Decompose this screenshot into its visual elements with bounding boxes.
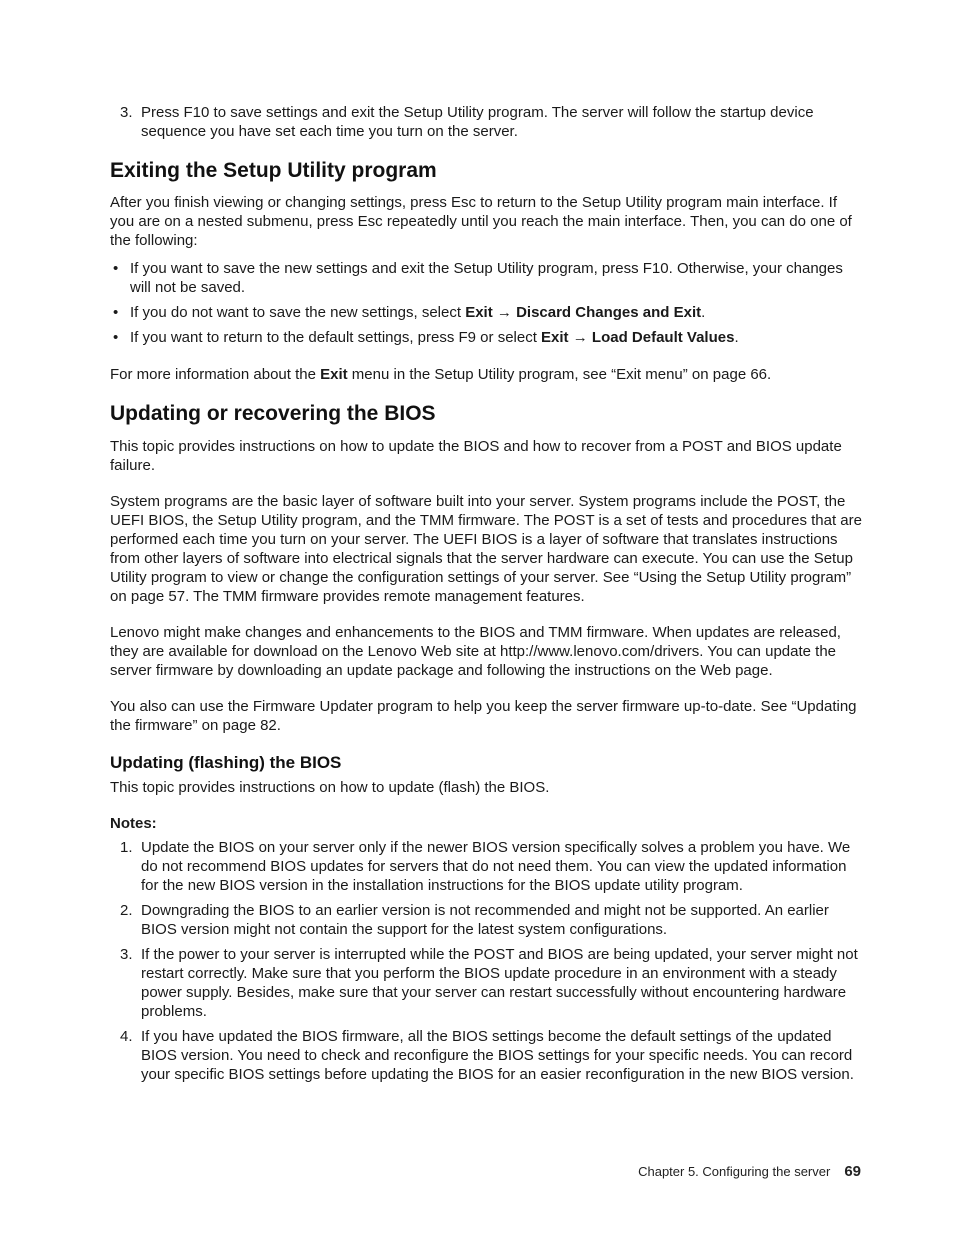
- list-item: [110, 103, 864, 141]
- list-item: [110, 259, 864, 297]
- note-text: Downgrading the BIOS to an earlier version is not recommended and might not be supported. An earlier BIOS version might not contain the support for the latest system configurations.: [141, 902, 829, 938]
- bullet-text-pre: If you do not want to save the new settings, select: [130, 304, 466, 321]
- note-text: Update the BIOS on your server only if the newer BIOS version specifically solves a problem you have. We do not recommend BIOS updates for servers that do not need them. You can view the updated information for the new BIOS version in the installation instructions for the BIOS update utility program.: [141, 839, 851, 894]
- flashing-heading: Updating (flashing) the BIOS: [110, 753, 342, 772]
- arrow-right-icon: →: [572, 329, 588, 346]
- notes-heading: Notes:: [110, 815, 157, 832]
- bullet: •: [113, 304, 119, 321]
- page-footer: [638, 1163, 861, 1180]
- bullet-text-pre: If you want to return to the default settings, press F9 or select: [130, 329, 542, 346]
- list-item: [110, 945, 864, 1021]
- step-number: 3.: [120, 104, 133, 121]
- note-text: If you have updated the BIOS firmware, all the BIOS settings become the default settings of the updated BIOS version. You need to check and reconfigure the BIOS settings for your specific needs. You can record your specific BIOS settings before updating the BIOS for an easier reconfiguration in the new BIOS version.: [141, 1028, 854, 1083]
- step-list: [110, 103, 864, 141]
- menu-load-defaults: Load Default Values: [591, 329, 735, 346]
- list-item: [110, 838, 864, 895]
- list-item: [110, 1027, 864, 1084]
- note-number: 2.: [120, 902, 133, 919]
- note-text: If the power to your server is interrupted while the POST and BIOS are being updated, your server might not restart correctly. Make sure that you perform the BIOS update procedure in an environment with a steady power supply. Besides, make sure that your server can restart successfully without encountering hardware problems.: [141, 946, 858, 1020]
- list-item: [110, 303, 864, 322]
- list-item: [110, 328, 864, 347]
- updating-p1: This topic provides instructions on how to update the BIOS and how to recover from a POST and BIOS update failure.: [110, 438, 842, 474]
- page-number: 69: [844, 1163, 861, 1180]
- arrow-right-icon: →: [496, 304, 512, 321]
- note-number: 3.: [120, 946, 133, 963]
- menu-exit: Exit: [541, 329, 569, 346]
- bullet-text: If you want to save the new settings and exit the Setup Utility program, press F10. Otherwise, your changes will not be saved.: [130, 260, 843, 296]
- updating-p3: Lenovo might make changes and enhancements to the BIOS and TMM firmware. When updates are released, they are available for download on the Lenovo Web site at http://www.lenovo.com/drivers. You can update the server firmware by downloading an update package and following the instructions on the Web page.: [110, 624, 841, 679]
- exiting-heading: Exiting the Setup Utility program: [110, 159, 437, 182]
- ref-text-pre: For more information about the: [110, 366, 321, 383]
- ref-text-post: menu in the Setup Utility program, see “Exit menu” on page 66.: [347, 366, 772, 383]
- menu-exit: Exit: [465, 304, 493, 321]
- menu-discard-changes: Discard Changes and Exit: [516, 304, 702, 321]
- note-number: 1.: [120, 839, 133, 856]
- bullet: •: [113, 329, 119, 346]
- notes-list: [110, 838, 864, 1084]
- updating-heading: Updating or recovering the BIOS: [110, 402, 436, 425]
- flashing-intro: This topic provides instructions on how to update (flash) the BIOS.: [110, 779, 550, 796]
- updating-p4: You also can use the Firmware Updater program to help you keep the server firmware up-to-date. See “Updating the firmware” on page 82.: [110, 698, 857, 734]
- step-text: Press F10 to save settings and exit the Setup Utility program. The server will follow the startup device sequence you have set each time you turn on the server.: [141, 104, 814, 140]
- ref-exit-bold: Exit: [320, 366, 348, 383]
- bullet-text-post: .: [701, 304, 706, 321]
- bullet: •: [113, 260, 119, 277]
- updating-p2: System programs are the basic layer of software built into your server. System programs include the POST, the UEFI BIOS, the Setup Utility program, and the TMM firmware. The POST is a set of tests and procedures that are performed each time you turn on your server. The UEFI BIOS is a layer of software that translates instructions from other layers of software into electrical signals that the server hardware can execute. You can use the Setup Utility program to view or change the configuration settings of your server. See “Using the Setup Utility program” on page 57. The TMM firmware provides remote management features.: [110, 493, 862, 605]
- exit-options-list: [110, 259, 864, 347]
- exiting-intro: After you finish viewing or changing settings, press Esc to return to the Setup Utility program main interface. If you are on a nested submenu, press Esc repeatedly until you reach the main interface. Then, you can do one of the following:: [110, 194, 852, 249]
- list-item: [110, 901, 864, 939]
- bullet-text-post: .: [734, 329, 739, 346]
- chapter-label: Chapter 5. Configuring the server: [638, 1164, 831, 1179]
- exit-menu-reference: [110, 365, 864, 384]
- note-number: 4.: [120, 1028, 133, 1045]
